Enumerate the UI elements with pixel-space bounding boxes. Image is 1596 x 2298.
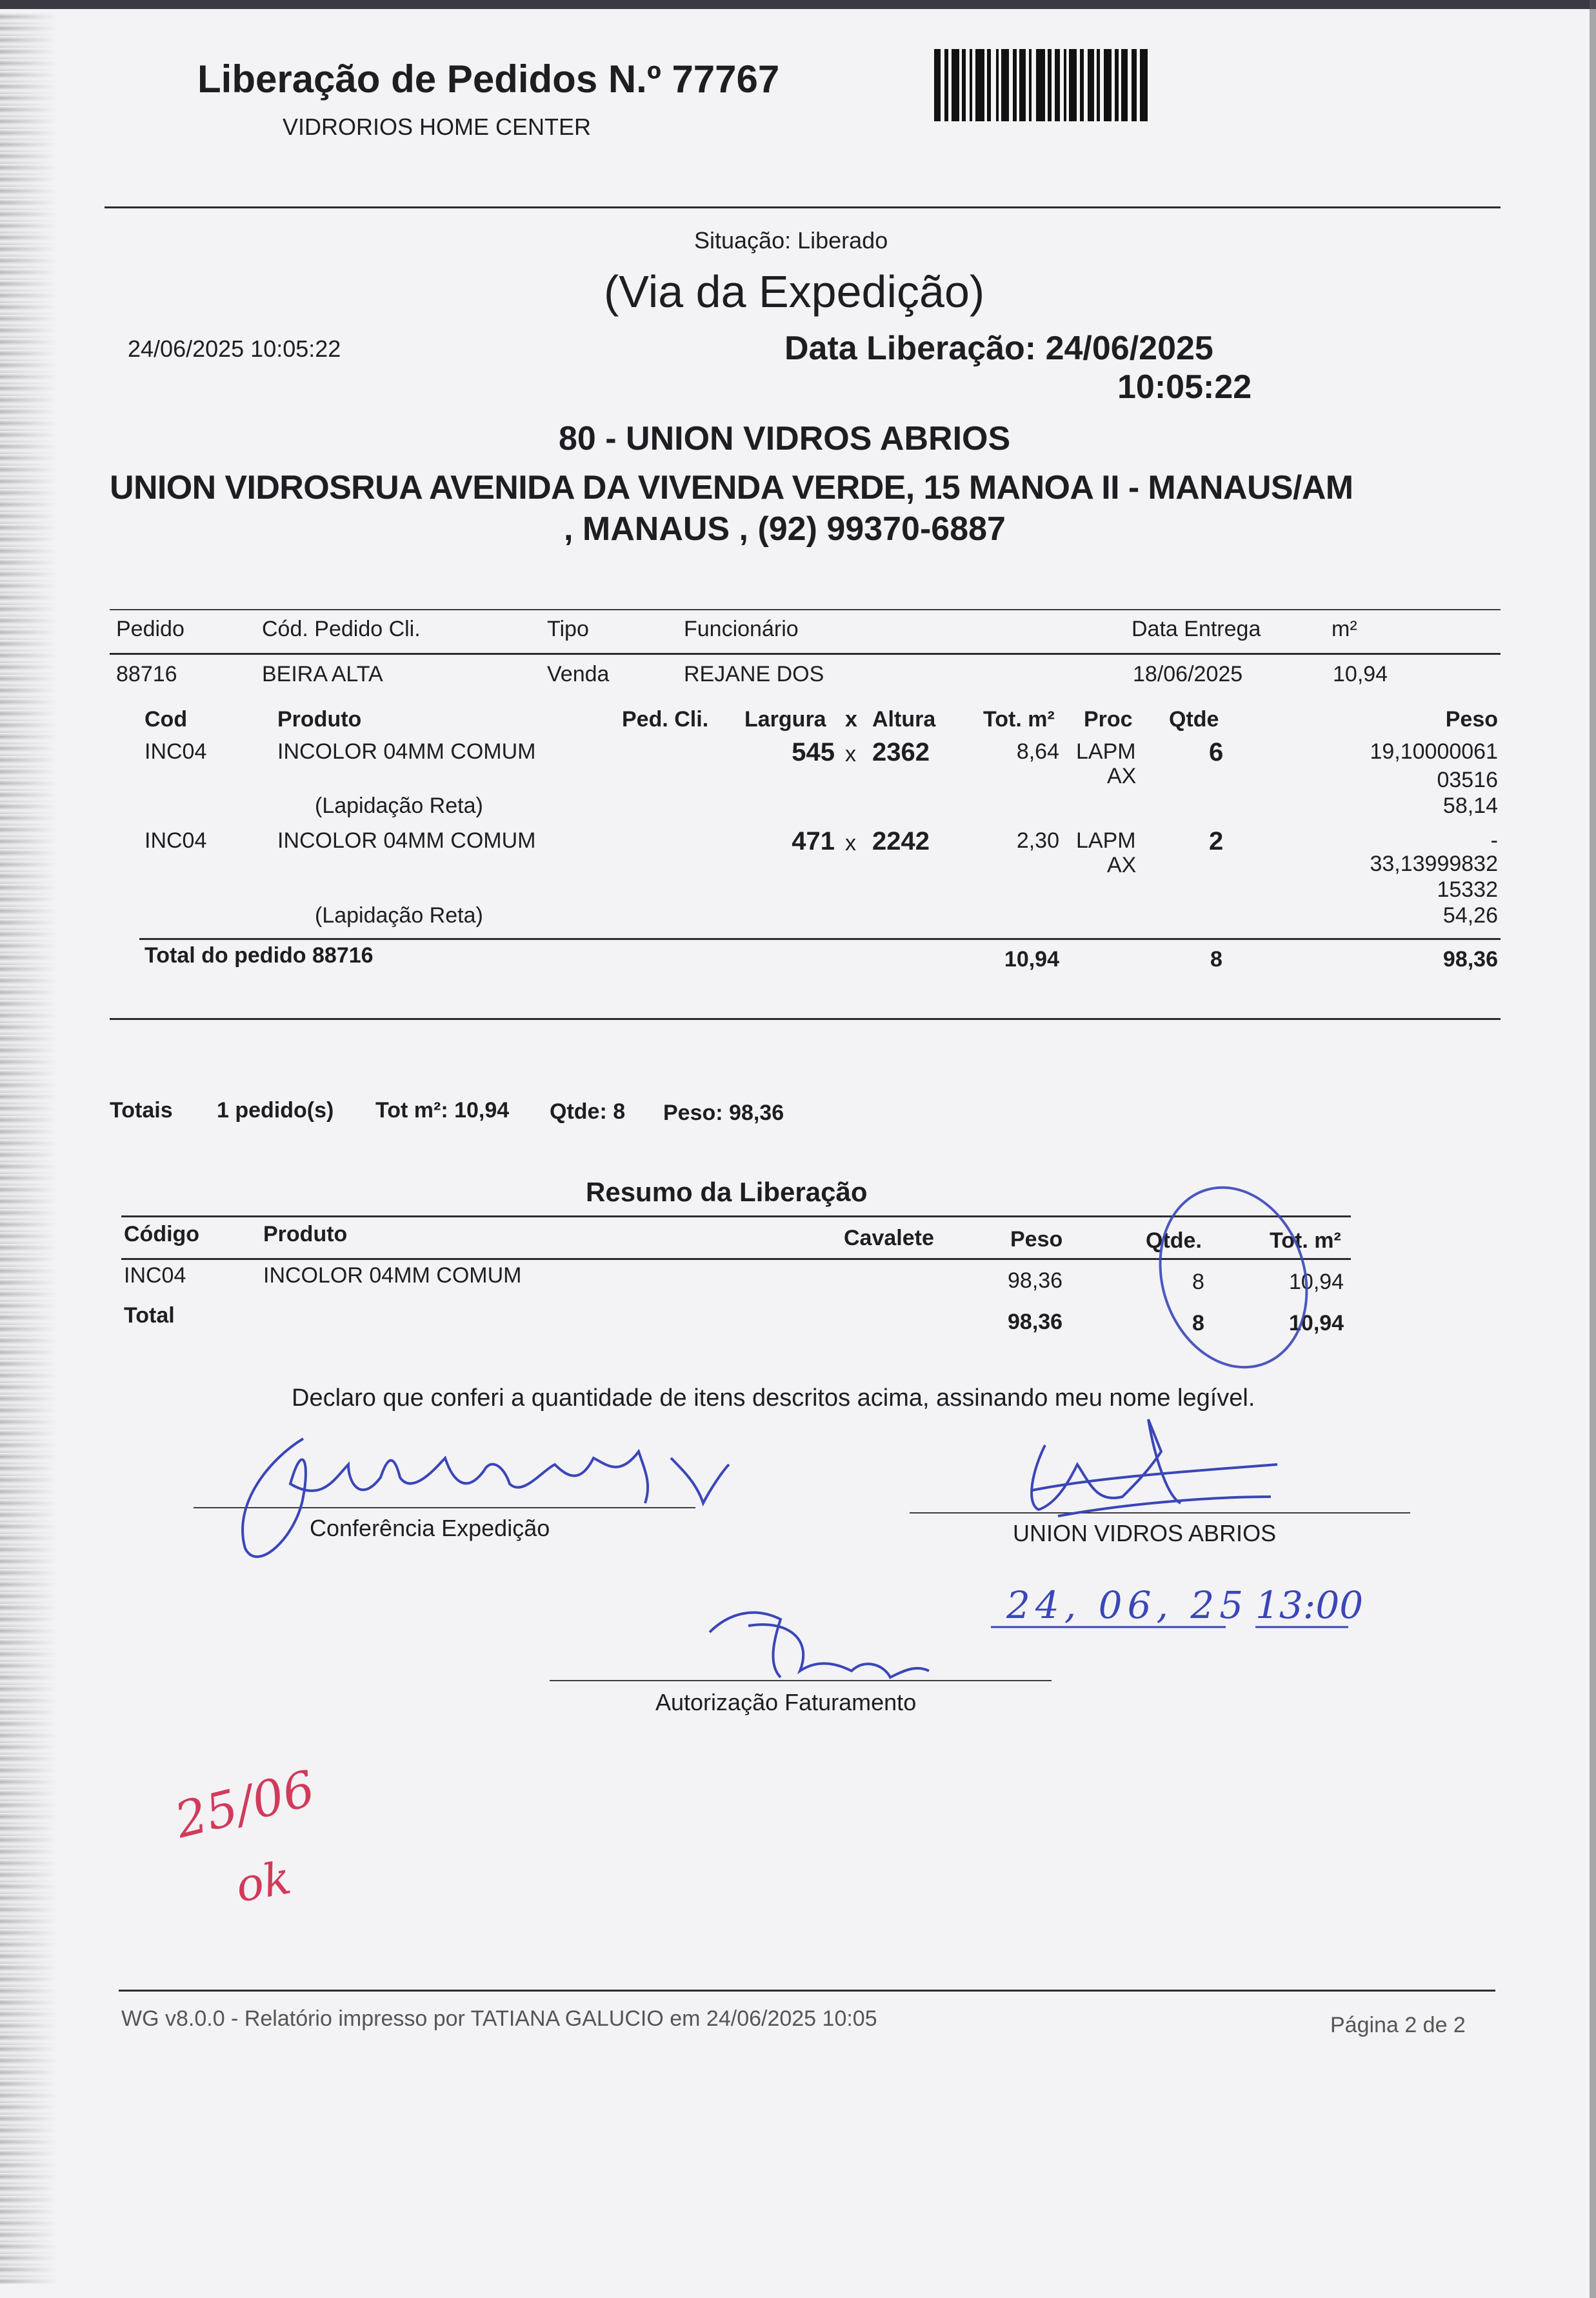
item-tot-m2: 2,30 bbox=[1016, 828, 1059, 853]
cliente-label: UNION VIDROS ABRIOS bbox=[1013, 1520, 1277, 1546]
summary-col-codigo: Código bbox=[124, 1222, 200, 1246]
summary-row-peso: 98,36 bbox=[1008, 1268, 1063, 1293]
order-total-peso: 98,36 bbox=[1442, 947, 1498, 972]
totals-peso: Peso: 98,36 bbox=[663, 1101, 784, 1125]
order-total-m2: 10,94 bbox=[1004, 947, 1059, 972]
declaration-text: Declaro que conferi a quantidade de itens descritos acima, assinando meu nome legível. bbox=[292, 1384, 1255, 1412]
tipo-value: Venda bbox=[547, 662, 610, 686]
client-address-line1: UNION VIDROSRUA AVENIDA DA VIVENDA VERDE, 15 MANOA II - MANAUS/AM bbox=[110, 469, 1353, 506]
item-peso-dash: - bbox=[1490, 828, 1498, 853]
footer-divider bbox=[119, 1990, 1495, 1992]
summary-row-produto: INCOLOR 04MM COMUM bbox=[263, 1263, 522, 1288]
company-name: VIDRORIOS HOME CENTER bbox=[283, 114, 592, 140]
footer-page: Página 2 de 2 bbox=[1330, 2013, 1466, 2037]
signature-cliente bbox=[1032, 1419, 1277, 1516]
summary-total-label: Total bbox=[124, 1303, 175, 1328]
client-name: 80 - UNION VIDROS ABRIOS bbox=[559, 420, 1011, 457]
col-cod-pedido-cli: Cód. Pedido Cli. bbox=[262, 617, 421, 641]
item-proc: LAPM bbox=[1076, 828, 1136, 853]
col-data-entrega: Data Entrega bbox=[1132, 617, 1261, 641]
summary-col-produto: Produto bbox=[263, 1222, 348, 1246]
item-produto: INCOLOR 04MM COMUM bbox=[277, 828, 536, 853]
summary-total-peso: 98,36 bbox=[1008, 1310, 1063, 1334]
summary-col-peso: Peso bbox=[1010, 1227, 1063, 1252]
item-proc-2: AX bbox=[1107, 853, 1137, 877]
items-col-proc: Proc bbox=[1084, 707, 1133, 732]
m2-value: 10,94 bbox=[1333, 662, 1388, 686]
items-col-x: x bbox=[845, 707, 857, 732]
via-label: (Via da Expedição) bbox=[604, 266, 985, 317]
item-proc-2: AX bbox=[1107, 764, 1137, 788]
col-pedido: Pedido bbox=[116, 617, 185, 641]
item-x: x bbox=[845, 742, 856, 766]
data-entrega-value: 18/06/2025 bbox=[1133, 662, 1243, 686]
totals-m2: Tot m²: 10,94 bbox=[375, 1098, 510, 1123]
item-altura: 2242 bbox=[872, 827, 930, 855]
item-largura: 471 bbox=[792, 827, 835, 855]
conferencia-label: Conferência Expedição bbox=[310, 1515, 550, 1541]
col-funcionario: Funcionário bbox=[684, 617, 799, 641]
item-x: x bbox=[845, 831, 856, 855]
handwritten-date: 24, 06, 25 bbox=[1006, 1583, 1249, 1627]
item-obs: (Lapidação Reta) bbox=[315, 794, 483, 818]
totals-label: Totais bbox=[110, 1098, 173, 1123]
summary-row-codigo: INC04 bbox=[124, 1263, 186, 1288]
item-produto: INCOLOR 04MM COMUM bbox=[277, 739, 536, 764]
summary-col-qtde: Qtde. bbox=[1146, 1228, 1202, 1253]
summary-row-tot-m2: 10,94 bbox=[1289, 1270, 1344, 1294]
pedido-value: 88716 bbox=[116, 662, 177, 686]
release-time: 10:05:22 bbox=[1117, 368, 1252, 406]
summary-col-tot-m2: Tot. m² bbox=[1270, 1228, 1341, 1253]
item-peso: 33,13999832 bbox=[1370, 852, 1498, 876]
totals-qtde: Qtde: 8 bbox=[550, 1099, 626, 1124]
item-peso-2: 03516 bbox=[1437, 768, 1498, 792]
items-col-altura: Altura bbox=[872, 707, 936, 732]
item-peso: 19,10000061 bbox=[1370, 739, 1498, 764]
qtde-circle-mark bbox=[1138, 1168, 1330, 1386]
item-largura: 545 bbox=[792, 738, 835, 766]
handwritten-note-date: 25/06 bbox=[169, 1759, 321, 1850]
signature-autorizacao bbox=[710, 1613, 929, 1677]
summary-title: Resumo da Liberação bbox=[586, 1177, 868, 1207]
handwritten-time: 13:00 bbox=[1255, 1583, 1364, 1627]
item-cod: INC04 bbox=[145, 739, 207, 764]
order-total-qtde: 8 bbox=[1210, 947, 1222, 972]
totals-pedidos: 1 pedido(s) bbox=[217, 1098, 334, 1123]
print-datetime: 24/06/2025 10:05:22 bbox=[128, 335, 341, 362]
items-col-peso: Peso bbox=[1445, 707, 1498, 732]
autorizacao-label: Autorização Faturamento bbox=[655, 1689, 917, 1715]
order-total-label: Total do pedido 88716 bbox=[145, 943, 374, 968]
item-qtde: 6 bbox=[1209, 738, 1224, 766]
document-title: Liberação de Pedidos N.º 77767 bbox=[197, 57, 780, 101]
item-peso-3: 54,26 bbox=[1442, 903, 1498, 928]
col-m2: m² bbox=[1332, 617, 1357, 641]
items-col-produto: Produto bbox=[277, 707, 362, 732]
items-col-qtde: Qtde bbox=[1169, 707, 1219, 732]
item-altura: 2362 bbox=[872, 738, 930, 766]
summary-row-qtde: 8 bbox=[1192, 1270, 1204, 1294]
items-col-largura: Largura bbox=[744, 707, 826, 732]
summary-col-cavalete: Cavalete bbox=[844, 1226, 934, 1250]
summary-total-tot-m2: 10,94 bbox=[1289, 1311, 1344, 1335]
item-obs: (Lapidação Reta) bbox=[315, 903, 483, 928]
items-col-ped-cli: Ped. Cli. bbox=[622, 707, 709, 732]
item-proc: LAPM bbox=[1076, 739, 1136, 764]
summary-total-qtde: 8 bbox=[1192, 1311, 1204, 1335]
release-date: Data Liberação: 24/06/2025 bbox=[784, 330, 1213, 367]
status-text: Situação: Liberado bbox=[694, 227, 888, 254]
item-cod: INC04 bbox=[145, 828, 207, 853]
client-address-line2: , MANAUS , (92) 99370-6887 bbox=[564, 510, 1006, 548]
signature-conferencia bbox=[243, 1439, 729, 1557]
item-peso-2: 15332 bbox=[1437, 877, 1498, 902]
funcionario-value: REJANE DOS bbox=[684, 662, 824, 686]
cod-pedido-cli-value: BEIRA ALTA bbox=[262, 662, 383, 686]
footer-printed-by: WG v8.0.0 - Relatório impresso por TATIANA GALUCIO em 24/06/2025 10:05 bbox=[121, 2006, 877, 2031]
item-tot-m2: 8,64 bbox=[1016, 739, 1059, 764]
items-col-cod: Cod bbox=[145, 707, 188, 732]
item-qtde: 2 bbox=[1209, 827, 1224, 855]
item-peso-3: 58,14 bbox=[1442, 794, 1498, 818]
items-col-tot-m2: Tot. m² bbox=[983, 707, 1055, 732]
col-tipo: Tipo bbox=[547, 617, 589, 641]
handwritten-note-ok: ok bbox=[232, 1851, 295, 1913]
